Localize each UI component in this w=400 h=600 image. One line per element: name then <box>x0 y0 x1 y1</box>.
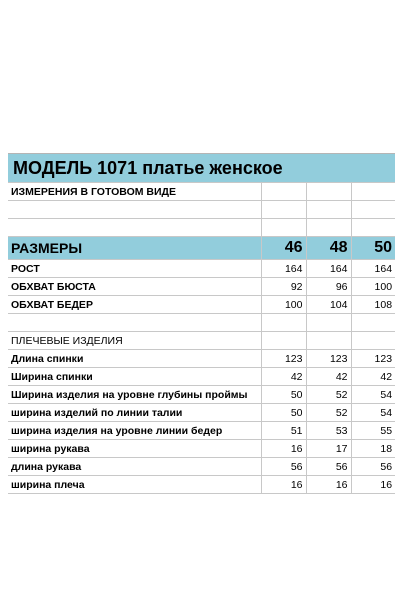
empty-cell <box>261 219 306 237</box>
empty-cell <box>351 201 395 219</box>
row-label: ширина изделий по линии талии <box>8 404 261 422</box>
row-value: 123 <box>351 350 395 368</box>
row-value: 52 <box>306 386 351 404</box>
title-row <box>8 154 395 183</box>
model-title: МОДЕЛЬ 1071 платье женское <box>8 154 395 183</box>
row-value: 56 <box>351 458 395 476</box>
row-label: ОБХВАТ БЮСТА <box>8 278 261 296</box>
row-value: 55 <box>351 422 395 440</box>
row-value: 51 <box>261 422 306 440</box>
row-label: ширина изделия на уровне линии бедер <box>8 422 261 440</box>
body-row-height <box>8 260 395 278</box>
row-value: 42 <box>261 368 306 386</box>
empty-cell <box>8 219 261 237</box>
measurements-subtitle: ИЗМЕРЕНИЯ В ГОТОВОМ ВИДЕ <box>8 183 261 201</box>
row-value: 17 <box>306 440 351 458</box>
empty-cell <box>306 314 351 332</box>
row-label: длина рукава <box>8 458 261 476</box>
size-header: 46 <box>261 237 306 260</box>
subtitle-row <box>8 183 395 201</box>
empty-cell <box>8 314 261 332</box>
row-value: 104 <box>306 296 351 314</box>
row-value: 42 <box>306 368 351 386</box>
empty-cell <box>261 183 306 201</box>
row-value: 108 <box>351 296 395 314</box>
row-value: 18 <box>351 440 395 458</box>
garment-row <box>8 476 395 494</box>
row-value: 50 <box>261 404 306 422</box>
size-header: 50 <box>351 237 395 260</box>
empty-cell <box>306 332 351 350</box>
size-header: 48 <box>306 237 351 260</box>
row-value: 54 <box>351 404 395 422</box>
row-value: 100 <box>351 278 395 296</box>
body-row-hips <box>8 296 395 314</box>
row-value: 164 <box>306 260 351 278</box>
row-label: ОБХВАТ БЕДЕР <box>8 296 261 314</box>
empty-cell <box>351 314 395 332</box>
row-value: 53 <box>306 422 351 440</box>
garment-row <box>8 440 395 458</box>
row-value: 92 <box>261 278 306 296</box>
row-label: ширина рукава <box>8 440 261 458</box>
row-label: Длина спинки <box>8 350 261 368</box>
garment-row <box>8 386 395 404</box>
row-value: 164 <box>261 260 306 278</box>
row-value: 52 <box>306 404 351 422</box>
empty-cell <box>351 183 395 201</box>
empty-cell <box>351 332 395 350</box>
row-value: 123 <box>306 350 351 368</box>
row-label: ширина плеча <box>8 476 261 494</box>
row-value: 50 <box>261 386 306 404</box>
size-chart-table <box>8 153 395 494</box>
empty-row <box>8 314 395 332</box>
empty-row <box>8 201 395 219</box>
row-value: 123 <box>261 350 306 368</box>
body-row-bust <box>8 278 395 296</box>
sizes-label: РАЗМЕРЫ <box>8 237 261 260</box>
row-value: 164 <box>351 260 395 278</box>
empty-cell <box>306 201 351 219</box>
row-value: 56 <box>306 458 351 476</box>
row-value: 16 <box>261 440 306 458</box>
row-value: 16 <box>351 476 395 494</box>
row-label: Ширина изделия на уровне глубины проймы <box>8 386 261 404</box>
garment-row <box>8 404 395 422</box>
empty-row <box>8 219 395 237</box>
row-value: 54 <box>351 386 395 404</box>
row-value: 16 <box>261 476 306 494</box>
row-value: 96 <box>306 278 351 296</box>
empty-cell <box>8 201 261 219</box>
row-label: РОСТ <box>8 260 261 278</box>
row-value: 42 <box>351 368 395 386</box>
garment-row <box>8 368 395 386</box>
empty-cell <box>306 219 351 237</box>
section-label: ПЛЕЧЕВЫЕ ИЗДЕЛИЯ <box>8 332 261 350</box>
row-value: 100 <box>261 296 306 314</box>
empty-cell <box>261 201 306 219</box>
empty-cell <box>351 219 395 237</box>
garment-row <box>8 422 395 440</box>
section-row <box>8 332 395 350</box>
empty-cell <box>261 314 306 332</box>
row-label: Ширина спинки <box>8 368 261 386</box>
empty-cell <box>261 332 306 350</box>
garment-row <box>8 350 395 368</box>
empty-cell <box>306 183 351 201</box>
garment-row <box>8 458 395 476</box>
sizes-header-row <box>8 237 395 260</box>
row-value: 56 <box>261 458 306 476</box>
row-value: 16 <box>306 476 351 494</box>
